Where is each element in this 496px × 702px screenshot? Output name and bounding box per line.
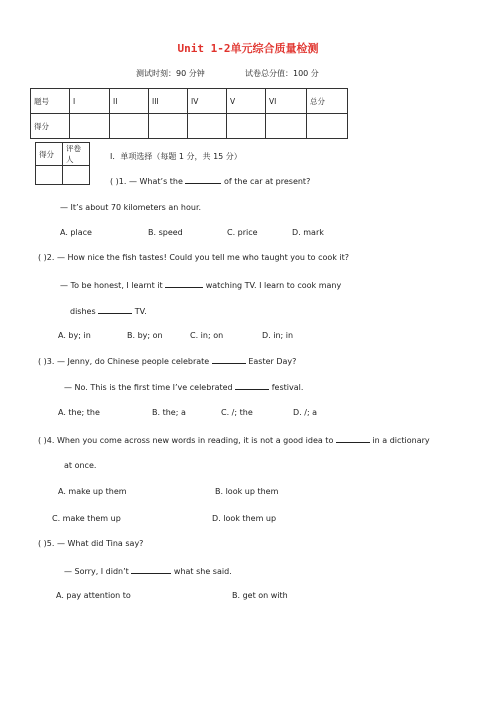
option: D. mark	[292, 228, 324, 237]
option: D. /; a	[293, 408, 318, 417]
option: D. look them up	[212, 514, 277, 523]
question-3-response: — No. This is the first time I’ve celebrated festival.	[64, 383, 304, 392]
option: A. by; in	[58, 331, 91, 340]
option: A. place	[60, 228, 92, 237]
option: C. price	[227, 228, 258, 237]
option: D. in; in	[262, 331, 294, 340]
score-table-header: 总分	[307, 89, 348, 114]
answer-bracket[interactable]: ( )3.	[38, 357, 55, 366]
score-cell	[70, 114, 110, 139]
grader-name-cell	[63, 166, 90, 185]
option: B. look up them	[215, 487, 279, 496]
answer-bracket[interactable]: ( )2.	[38, 253, 55, 262]
score-cell	[307, 114, 348, 139]
question-1-response: — It’s about 70 kilometers an hour.	[60, 203, 202, 212]
score-table-header-row	[31, 89, 348, 114]
option: C. /; the	[221, 408, 253, 417]
answer-bracket[interactable]: ( )1.	[110, 177, 127, 186]
exam-total-score: 试卷总分值：100 分	[245, 69, 319, 78]
fill-blank[interactable]	[98, 306, 132, 314]
option: A. make up them	[58, 487, 127, 496]
score-cell	[188, 114, 227, 139]
option: B. get on with	[232, 591, 288, 600]
score-table-header: I	[70, 89, 110, 114]
question-3-line: ( )3. — Jenny, do Chinese people celebrate Easter Day?	[38, 357, 297, 366]
question-4-continuation: at once.	[64, 461, 97, 470]
section-heading: I．单项选择（每题 1 分，共 15 分）	[110, 152, 242, 161]
score-table-score-row	[31, 114, 348, 139]
score-table-header: IV	[188, 89, 227, 114]
fill-blank[interactable]	[185, 176, 221, 184]
grader-score-cell	[36, 166, 63, 185]
fill-blank[interactable]	[131, 566, 171, 574]
score-table-header: III	[149, 89, 188, 114]
question-2-continuation: dishes TV.	[70, 307, 147, 316]
fill-blank[interactable]	[336, 435, 370, 443]
grader-score-label: 得分	[36, 143, 63, 166]
score-cell	[266, 114, 307, 139]
option: B. by; on	[127, 331, 163, 340]
question-2-response: — To be honest, I learnt it watching TV. I learn to cook many	[60, 281, 342, 290]
answer-bracket[interactable]: ( )5.	[38, 539, 55, 548]
score-table	[30, 88, 348, 139]
fill-blank[interactable]	[212, 356, 246, 364]
document-title: Unit 1-2单元综合质量检测	[177, 42, 319, 55]
question-4-line: ( )4. When you come across new words in reading, it is not a good idea to in a dictionary	[38, 436, 430, 445]
option: A. pay attention to	[56, 591, 131, 600]
question-5-response: — Sorry, I didn’t what she said.	[64, 567, 232, 576]
score-table-header: 题号	[31, 89, 70, 114]
fill-blank[interactable]	[235, 382, 269, 390]
fill-blank[interactable]	[165, 280, 203, 288]
question-2-line: ( )2. — How nice the fish tastes! Could you tell me who taught you to cook it?	[38, 253, 350, 262]
question-5-line: ( )5. — What did Tina say?	[38, 539, 144, 548]
score-row-label: 得分	[31, 114, 70, 139]
grader-table	[35, 142, 90, 185]
option: C. make them up	[52, 514, 121, 523]
answer-bracket[interactable]: ( )4.	[38, 436, 55, 445]
option: B. the; a	[152, 408, 186, 417]
score-table-header: VI	[266, 89, 307, 114]
score-table-header: V	[227, 89, 266, 114]
grader-name-label: 评卷人	[63, 143, 90, 166]
score-cell	[149, 114, 188, 139]
option: C. in; on	[190, 331, 224, 340]
score-table-header: II	[110, 89, 149, 114]
score-cell	[110, 114, 149, 139]
option: B. speed	[148, 228, 183, 237]
score-cell	[227, 114, 266, 139]
option: A. the; the	[58, 408, 100, 417]
question-1-line: ( )1. — What’s the of the car at present?	[110, 177, 311, 186]
exam-time: 测试时刻：90 分钟	[136, 69, 205, 78]
